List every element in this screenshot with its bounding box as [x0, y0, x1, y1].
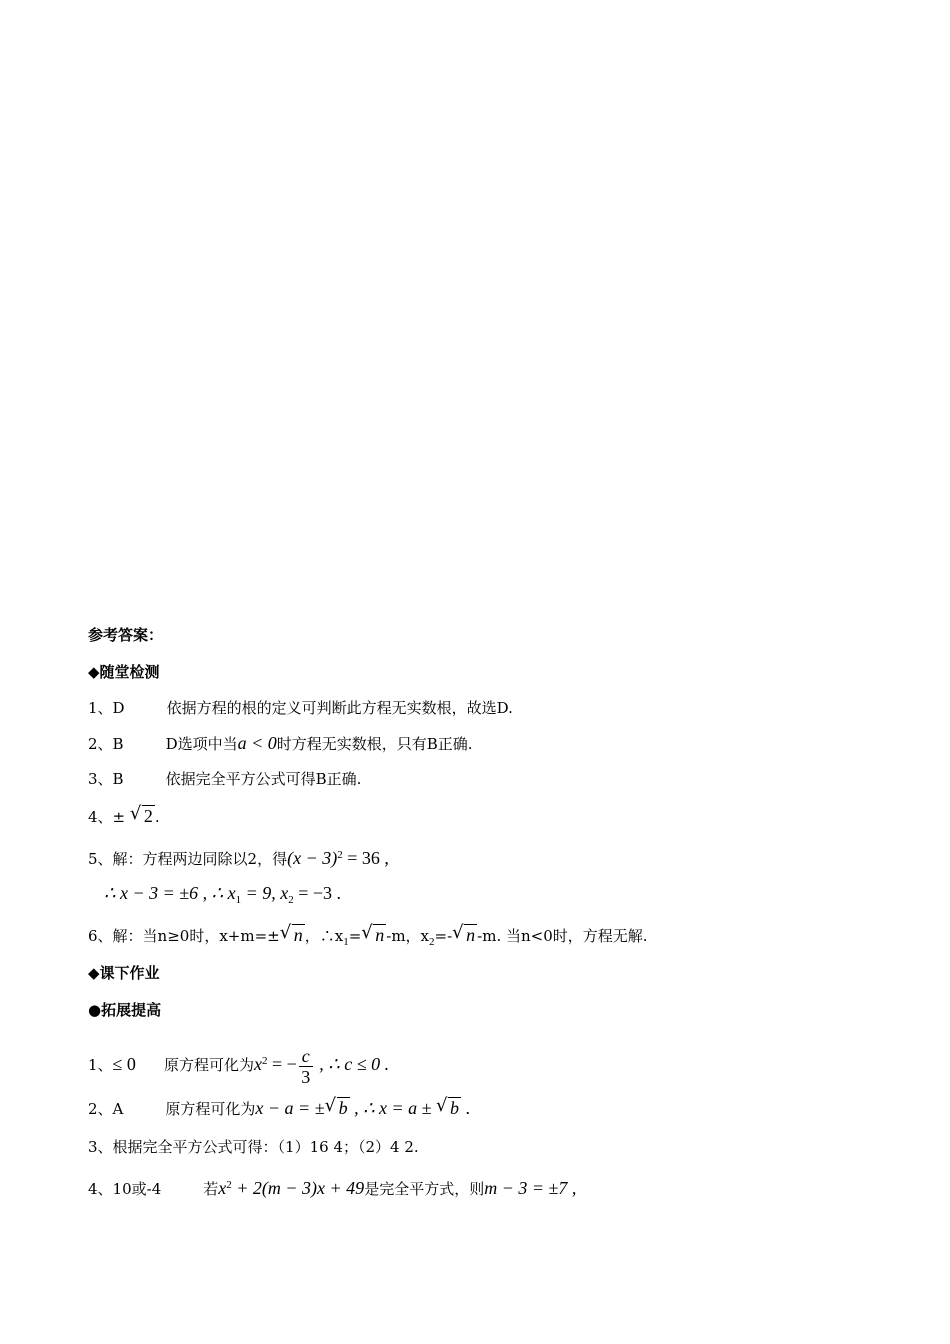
answer-3 [88, 768, 361, 790]
math-expression: = 9, x [241, 883, 289, 903]
answer-number: 2、A [88, 1100, 124, 1118]
answer-number: 3、B [88, 770, 124, 788]
answer-text: D选项中当 [165, 735, 238, 753]
sqrt-symbol: √ b [436, 1097, 461, 1119]
exponent: 2 [337, 849, 343, 861]
extension-answer-4 [88, 1174, 576, 1200]
answer-number: 4、10或-4 [88, 1180, 162, 1198]
section-title-homework: ◆课下作业 [88, 964, 160, 982]
extension-answer-2 [88, 1097, 470, 1120]
answer-text: . [154, 808, 160, 826]
answer-text: =- [434, 927, 453, 945]
answer-text: 解：方程两边同除以2，得 [112, 850, 288, 868]
math-expression: , ∴ x = a ± [349, 1098, 437, 1118]
answer-number: 2、B [88, 735, 124, 753]
math-expression: a < 0 [237, 733, 277, 753]
math-expression: (x − 3) [287, 848, 338, 868]
answer-number: 3、 [88, 1138, 113, 1156]
answer-6 [88, 924, 648, 953]
sqrt-symbol: √ 2 [130, 805, 155, 827]
math-expression: ∴ x − 3 = ±6 , ∴ x [104, 883, 236, 903]
answer-text: ，∴x [304, 927, 344, 945]
math-expression: . [461, 1098, 471, 1118]
math-expression: = −3 . [293, 883, 342, 903]
answer-text: 原方程可化为 [165, 1100, 256, 1118]
extension-answer-3 [88, 1136, 419, 1158]
subscript: 2 [429, 936, 435, 948]
answer-text: 根据完全平方公式可得：（1）16 4；（2）4 2. [112, 1138, 419, 1156]
answer-number: 6、 [88, 927, 113, 945]
answer-2 [88, 732, 473, 755]
extension-answer-1 [88, 1041, 389, 1087]
answer-text: 依据方程的根的定义可判断此方程无实数根，故选D. [166, 699, 513, 717]
answer-5-line-2 [104, 882, 341, 911]
subscript: 1 [235, 894, 242, 906]
answer-text: 解：当n≥0时，x+m=± [112, 927, 280, 945]
subscript: 1 [343, 936, 349, 948]
answer-5 [88, 844, 389, 870]
fraction: $\frac{c}{3}$ [299, 1046, 313, 1087]
answer-text: -m. 当n<0时，方程无解. [477, 927, 648, 945]
section-title-extension: ●拓展提高 [88, 1001, 162, 1019]
exponent: 2 [261, 1055, 268, 1067]
answer-text: 是完全平方式，则 [364, 1180, 485, 1198]
answer-number: 1、D [88, 699, 125, 717]
math-expression: x [218, 1178, 227, 1198]
math-expression: ≤ 0 [112, 1054, 136, 1074]
answer-number: 5、 [88, 850, 113, 868]
sqrt-symbol: √ n [452, 924, 477, 946]
answer-text: -m，x [386, 927, 430, 945]
sqrt-symbol: √ b [325, 1097, 350, 1119]
math-expression: x [253, 1054, 262, 1074]
sqrt-symbol: √ n [280, 924, 305, 946]
subscript: 2 [288, 894, 294, 906]
answer-text: 依据完全平方公式可得B正确. [165, 770, 362, 788]
answer-text: ± [112, 808, 130, 826]
math-expression: x − a = ± [255, 1098, 325, 1118]
answer-number: 1、 [88, 1056, 113, 1074]
answer-text: = [348, 927, 362, 945]
answer-text: 若 [203, 1180, 219, 1198]
math-expression: = − [267, 1054, 297, 1074]
math-expression: = 36 , [342, 848, 389, 868]
math-expression: + 2(m − 3)x + 49 [231, 1178, 365, 1198]
sqrt-symbol: √ n [361, 924, 386, 946]
answer-text: 时方程无实数根，只有B正确. [276, 735, 473, 753]
answer-text: 原方程可化为 [163, 1056, 254, 1074]
section-title-practice: ◆随堂检测 [88, 663, 160, 681]
math-expression: , ∴ c ≤ 0 . [314, 1054, 390, 1074]
answer-number: 4、 [88, 808, 113, 826]
answer-1 [88, 697, 513, 719]
exponent: 2 [226, 1179, 232, 1191]
math-expression: m − 3 = ±7 , [484, 1178, 577, 1198]
answer-heading: 参考答案： [88, 626, 164, 644]
answer-4 [88, 805, 160, 828]
